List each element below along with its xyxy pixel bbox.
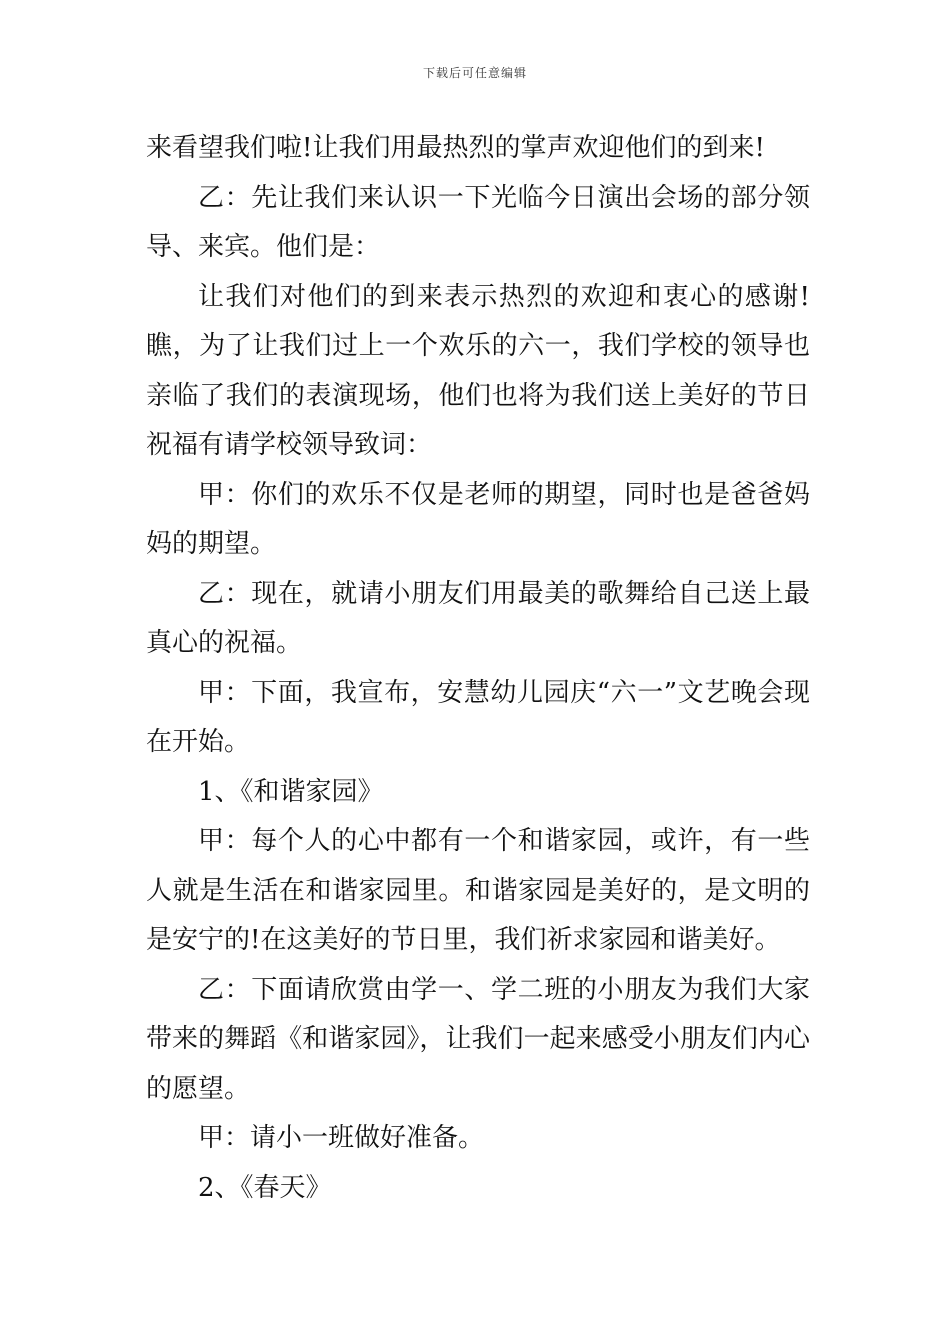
paragraph: 甲：下面，我宣布，安慧幼儿园庆“六一”文艺晚会现在开始。 xyxy=(146,677,810,757)
paragraph: 乙：现在，就请小朋友们用最美的歌舞给自己送上最真心的祝福。 xyxy=(146,578,810,658)
page-header: 下载后可任意编辑 xyxy=(422,66,527,80)
paragraph: 甲：请小一班做好准备。 xyxy=(198,1123,485,1153)
paragraph: 乙：先让我们来认识一下光临今日演出会场的部分领导、来宾。他们是： xyxy=(146,182,810,262)
paragraph: 甲：每个人的心中都有一个和谐家园，或许，有一些人就是生活在和谐家园里。和谐家园是美好的，是文明的是安宁的!在这美好的节日里，我们祈求家园和谐美好。 xyxy=(146,826,810,955)
paragraph: 乙：下面请欣赏由学一、学二班的小朋友为我们大家带来的舞蹈《和谐家园》，让我们一起来感受小朋友们内心的愿望。 xyxy=(146,974,810,1104)
paragraph: 来看望我们啦!让我们用最热烈的掌声欢迎他们的到来! xyxy=(146,133,765,163)
program-item-title: 1、《和谐家园》 xyxy=(198,776,384,807)
program-item-title: 2、《春天》 xyxy=(198,1172,332,1203)
document-body xyxy=(146,124,810,1213)
paragraph: 甲：你们的欢乐不仅是老师的期望，同时也是爸爸妈妈的期望。 xyxy=(146,479,810,559)
paragraph: 让我们对他们的到来表示热烈的欢迎和衷心的感谢!瞧，为了让我们过上一个欢乐的六一，我们学校的领导也亲临了我们的表演现场，他们也将为我们送上美好的节日祝福有请学校领导致词： xyxy=(146,281,810,460)
